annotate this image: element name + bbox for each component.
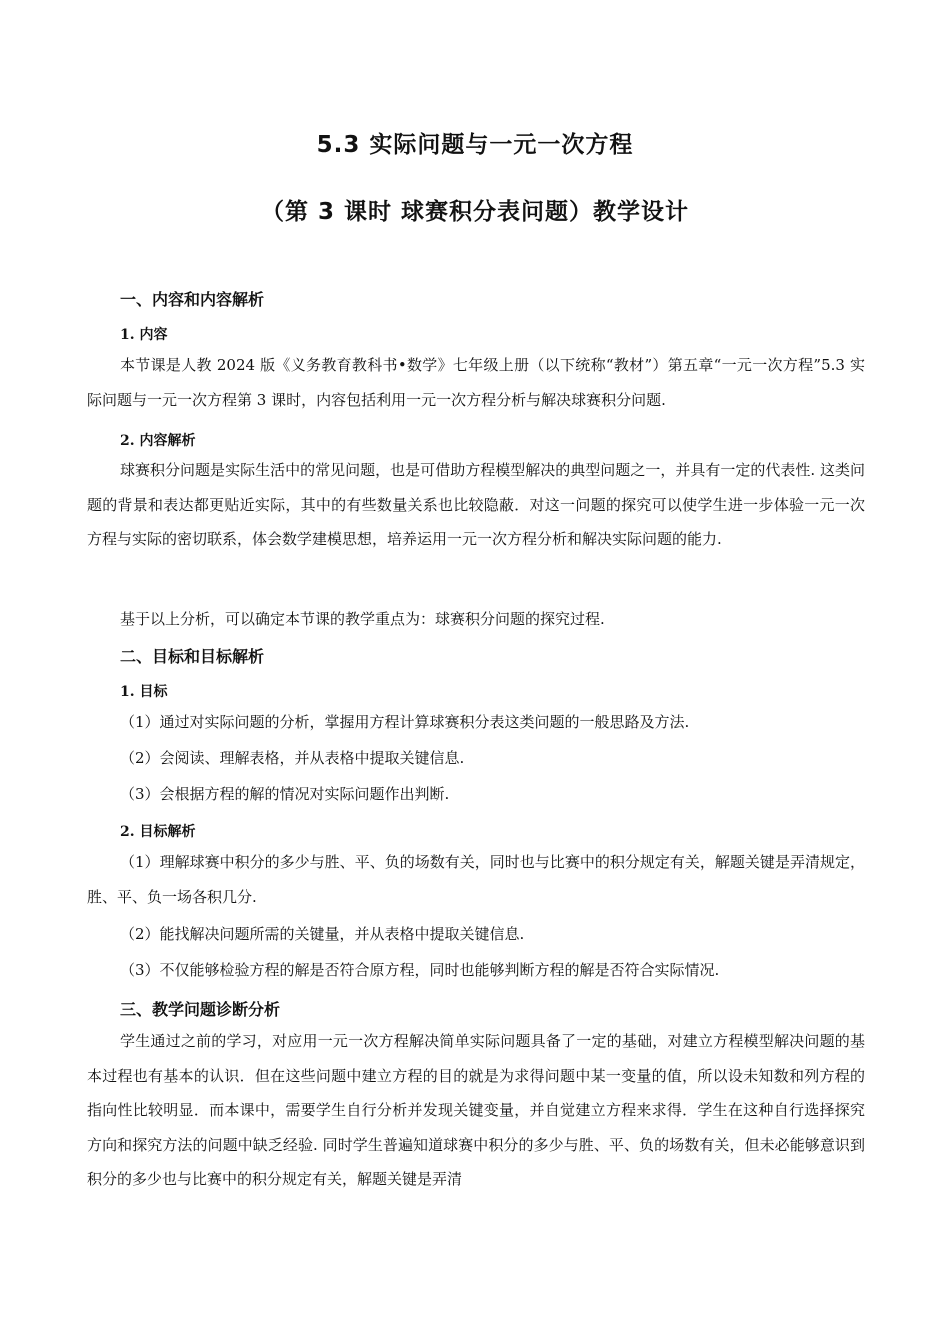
section-3-heading: 三、教学问题诊断分析	[120, 1000, 281, 1019]
section-2-heading: 二、目标和目标解析	[120, 647, 265, 666]
goal-analysis-2: （2）能找解决问题所需的关键量，并从表格中提取关键信息.	[120, 925, 525, 943]
section-1-paragraph-2: 球赛积分问题是实际生活中的常见问题，也是可借助方程模型解决的典型问题之一，并具有一定的代表性. 这类问题的背景和表达都更贴近实际，其中的有些数量关系也比较隐蔽．对这一问题的探究可以使学生进一步体验一元一次方程与实际的密切联系，体会数学建模思想，培养运用一元一次方程分析和解决实际问题的能力.	[87, 461, 865, 548]
section-2-subheading-goals: 1. 目标	[120, 684, 168, 700]
section-1-paragraph-1: 本节课是人教 2024 版《义务教育教科书•数学》七年级上册（以下统称“教材”）第五章“一元一次方程”5.3 实际问题与一元一次方程第 3 课时，内容包括利用一元一次方程分析与解决球赛积分问题.	[87, 356, 865, 409]
section-1-heading: 一、内容和内容解析	[120, 290, 265, 309]
section-2-subheading-analysis: 2. 目标解析	[120, 824, 196, 840]
section-1-subheading-content: 1. 内容	[120, 327, 168, 343]
section-3-paragraph-1: 学生通过之前的学习，对应用一元一次方程解决简单实际问题具备了一定的基础，对建立方程模型解决问题的基本过程也有基本的认识．但在这些问题中建立方程的目的就是为求得问题中某一变量的值，所以设未知数和列方程的指向性比较明显．而本课中，需要学生自行分析并发现关键变量，并自觉建立方程来求得．学生在这种自行选择探究方向和探究方法的问题中缺乏经验. 同时学生普遍知道球赛中积分的多少与胜、平、负的场数有关，但未必能够意识到积分的多少也与比赛中的积分规定有关，解题关键是弄清	[87, 1032, 865, 1188]
title-line-2: （第 3 课时 球赛积分表问题）教学设计	[260, 199, 690, 225]
section-1-paragraph-3: 基于以上分析，可以确定本节课的教学重点为：球赛积分问题的探究过程.	[120, 610, 605, 628]
goal-analysis-3: （3）不仅能够检验方程的解是否符合原方程，同时也能够判断方程的解是否符合实际情况.	[120, 961, 720, 979]
title-line-1: 5.3 实际问题与一元一次方程	[316, 132, 634, 158]
goal-item-2: （2）会阅读、理解表格，并从表格中提取关键信息.	[120, 749, 465, 767]
goal-analysis-1: （1）理解球赛中积分的多少与胜、平、负的场数有关，同时也与比赛中的积分规定有关，解题关键是弄清规定，胜、平、负一场各积几分.	[87, 853, 865, 906]
goal-item-3: （3）会根据方程的解的情况对实际问题作出判断.	[120, 785, 450, 803]
section-1-subheading-analysis: 2. 内容解析	[120, 433, 196, 449]
goal-item-1: （1）通过对实际问题的分析，掌握用方程计算球赛积分表这类问题的一般思路及方法.	[120, 713, 690, 731]
